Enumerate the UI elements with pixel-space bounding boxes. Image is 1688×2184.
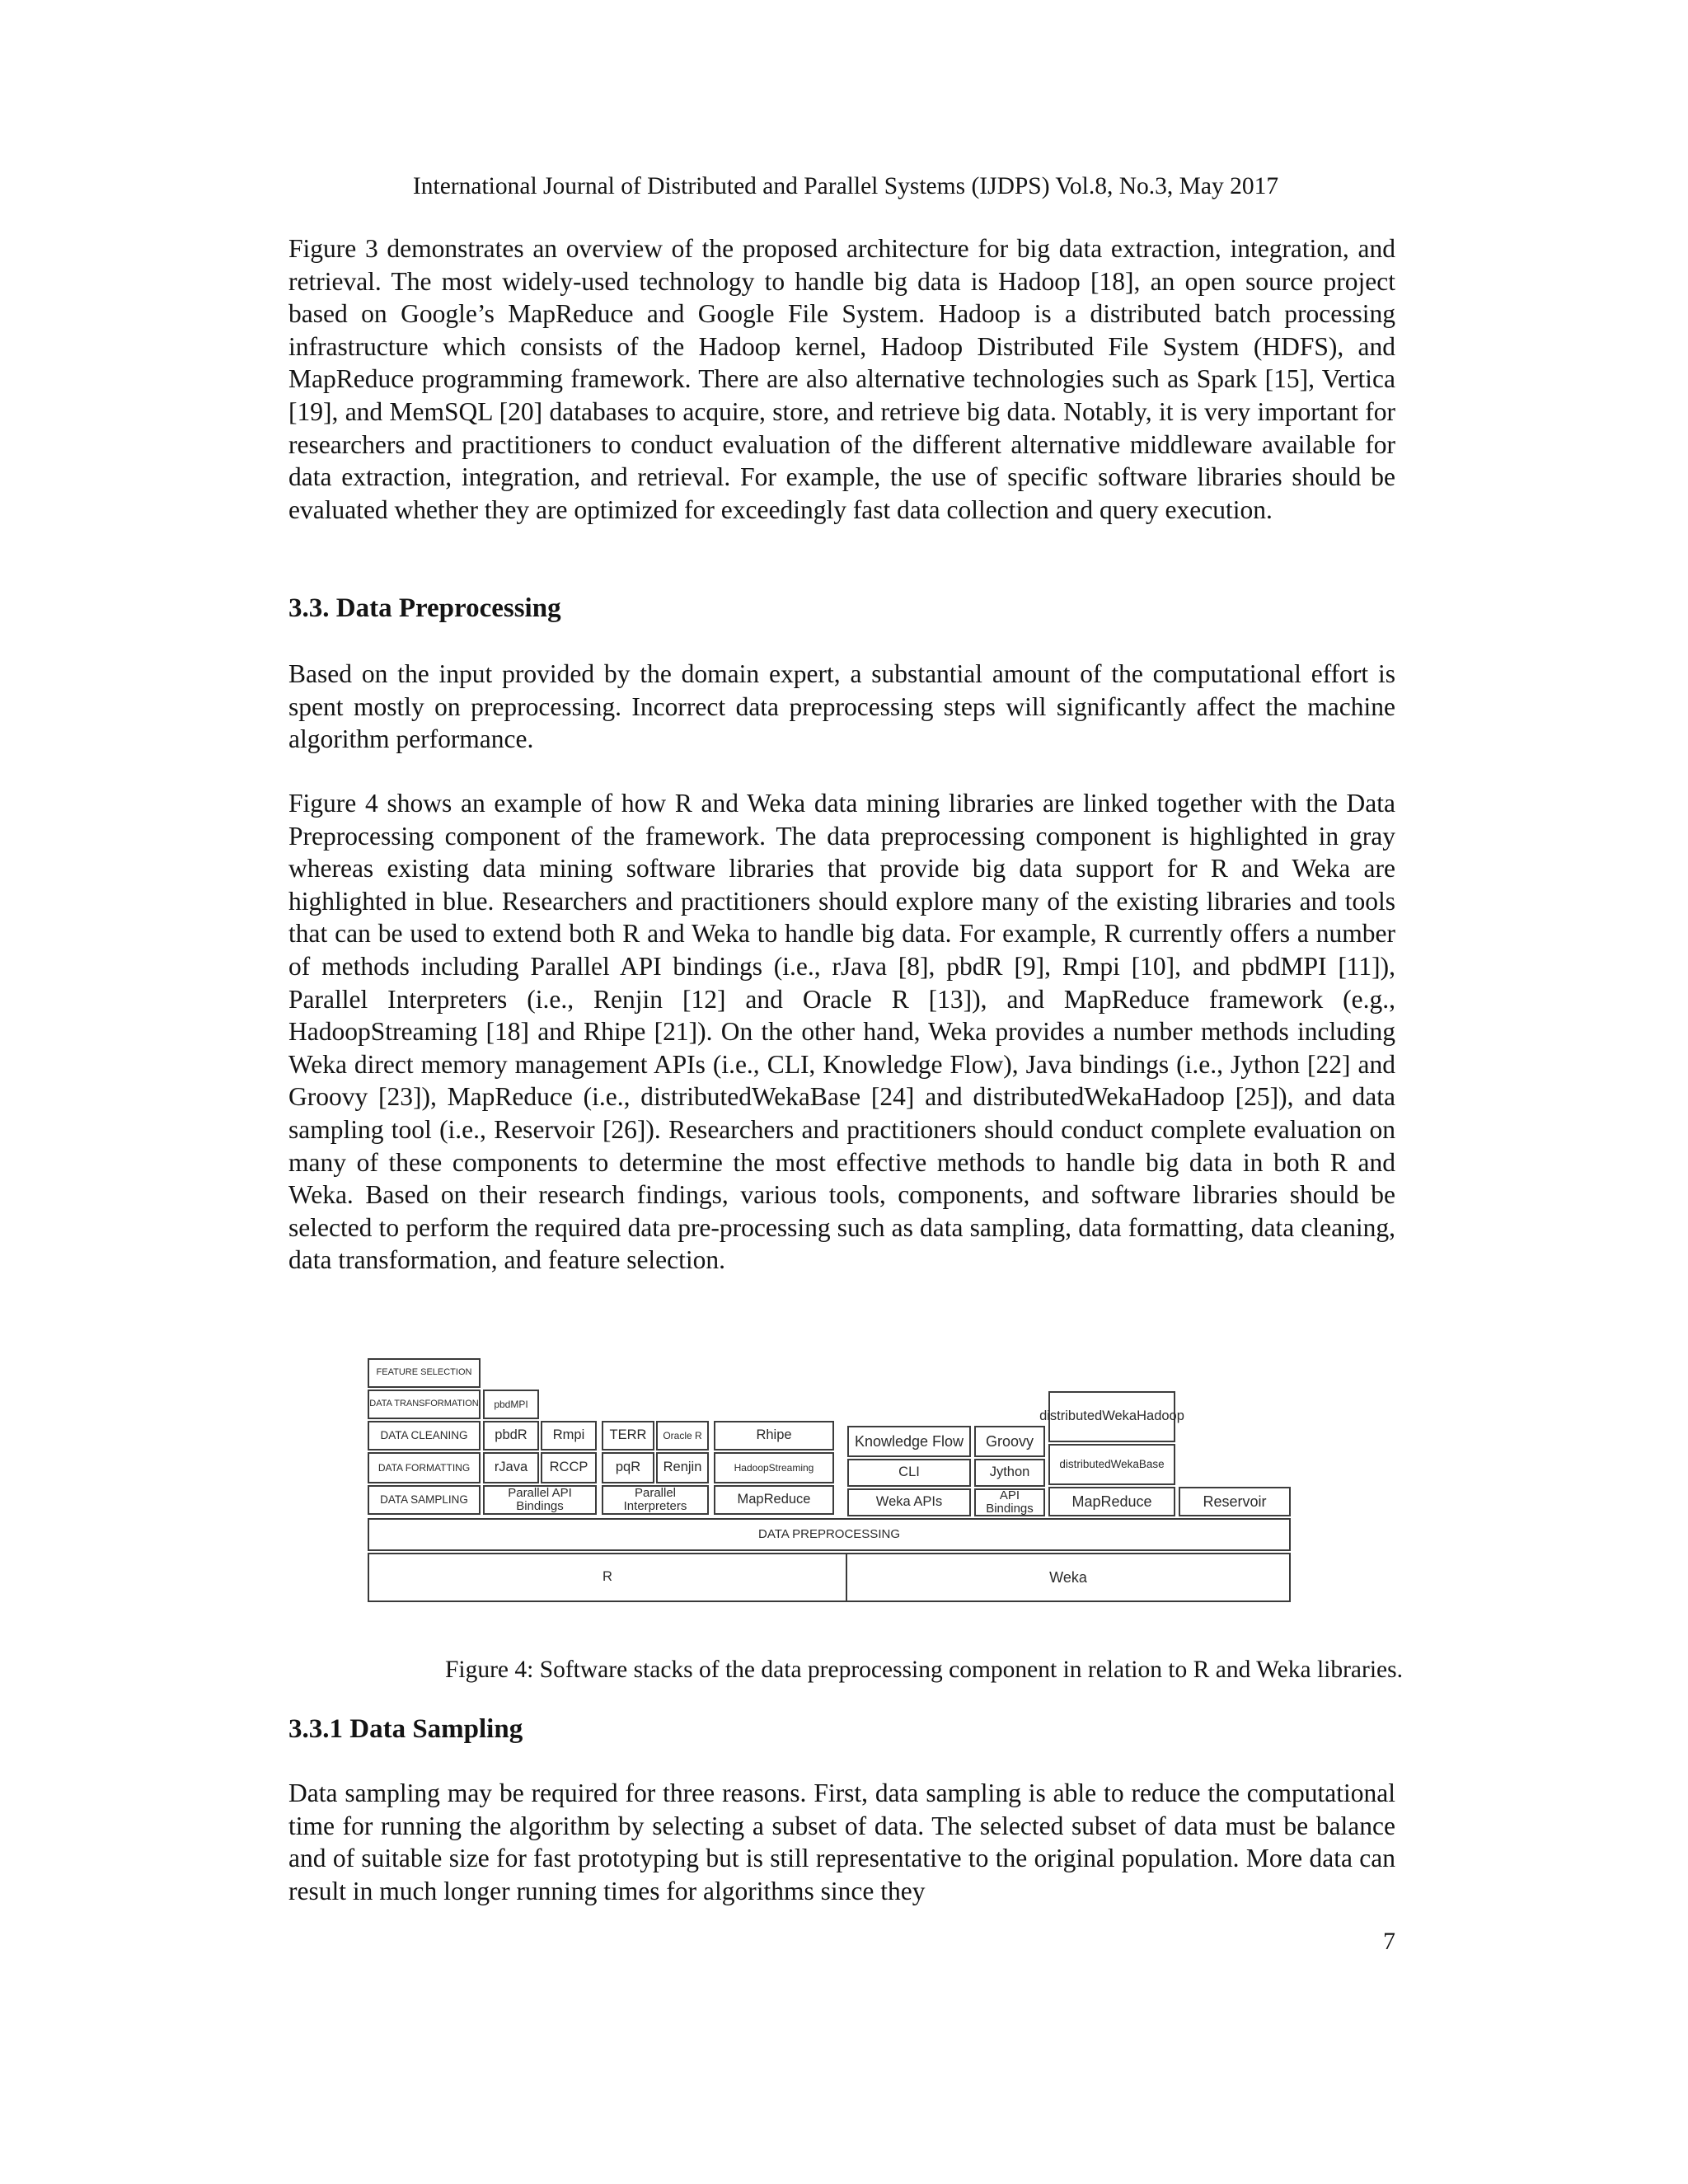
box-pbdmpi: pbdMPI [483, 1390, 539, 1419]
box-data-sampling: DATA SAMPLING [368, 1485, 481, 1515]
box-groovy: Groovy [974, 1426, 1045, 1457]
paragraph-architecture: Figure 3 demonstrates an overview of the proposed architecture for big data extraction, integration, and retrieval. The most widely-used technology to handle big data is Hadoop [18], an open source project based on Google’s MapReduce and Google File System. Hadoop is a distributed batch processing infrastructure which consists of the Hadoop kernel, Hadoop Distributed File System (HDFS), and MapReduce programming framework. There are also alternative technologies such as Spark [15], Vertica [19], and MemSQL [20] databases to acquire, store, and retrieve big data. Notably, it is very important for researchers and practitioners to conduct evaluation of the different alternative middleware available for data extraction, integration, and retrieval. For example, the use of specific software libraries should be evaluated whether they are optimized for exceedingly fast data collection and query execution. [288, 234, 1395, 524]
box-mapreduce-r: MapReduce [714, 1485, 834, 1515]
box-rhipe: Rhipe [714, 1421, 834, 1451]
box-data-transformation: DATA TRANSFORMATION [368, 1390, 481, 1419]
box-knowledge-flow: Knowledge Flow [847, 1426, 971, 1457]
box-rmpi: Rmpi [541, 1421, 597, 1451]
box-parallel-interpreters: Parallel Interpreters [602, 1485, 709, 1515]
box-data-cleaning: DATA CLEANING [368, 1421, 481, 1451]
box-rccp: RCCP [541, 1452, 597, 1483]
box-api-bindings: API Bindings [974, 1488, 1045, 1516]
box-oracle-r: Oracle R [656, 1421, 709, 1451]
paragraph-preprocessing-intro: Based on the input provided by the domain expert, a substantial amount of the computational effort is spent mostly on preprocessing. Incorrect data preprocessing steps will significantly affect the machine algorithm performance. [288, 659, 1395, 754]
box-feature-selection: FEATURE SELECTION [368, 1358, 481, 1388]
box-parallel-api-bindings: Parallel API Bindings [483, 1485, 597, 1515]
box-pqr: pqR [602, 1452, 654, 1483]
box-weka: Weka [846, 1553, 1291, 1602]
box-hadoopstreaming: HadoopStreaming [714, 1452, 834, 1483]
subsection-heading-data-sampling: 3.3.1 Data Sampling [288, 1714, 523, 1744]
box-r: R [368, 1553, 847, 1602]
box-cli: CLI [847, 1459, 971, 1487]
paragraph-data-sampling: Data sampling may be required for three reasons. First, data sampling is able to reduce the computational time for running the algorithm by selecting a subset of data. The selected subset of data must be balance and of suitable size for fast prototyping but is still representative to the original population. More data can result in much longer running times for algorithms since they [288, 1779, 1395, 1905]
box-rjava: rJava [483, 1452, 539, 1483]
box-pbdr: pbdR [483, 1421, 539, 1451]
figure-4-caption: Figure 4: Software stacks of the data preprocessing component in relation to R and Weka libraries. [444, 1657, 1403, 1683]
box-mapreduce-weka: MapReduce [1048, 1487, 1175, 1516]
section-heading-data-preprocessing: 3.3. Data Preprocessing [288, 593, 561, 623]
box-renjin: Renjin [656, 1452, 709, 1483]
box-data-preprocessing: DATA PREPROCESSING [368, 1518, 1291, 1551]
box-terr: TERR [602, 1421, 654, 1451]
box-data-formatting: DATA FORMATTING [368, 1452, 481, 1483]
box-weka-apis: Weka APIs [847, 1488, 971, 1516]
page-number: 7 [1383, 1928, 1395, 1955]
box-distributed-weka-base: distributedWekaBase [1048, 1444, 1175, 1485]
box-reservoir: Reservoir [1179, 1487, 1291, 1516]
paragraph-figure-4-description: Figure 4 shows an example of how R and Weka data mining libraries are linked together with the Data Preprocessing component of the framework. The data preprocessing component is highlighted in gray whereas existing data mining software libraries that provide big data support for R and Weka are highlighted in blue. Researchers and practitioners should explore many of the existing libraries and tools that can be used to extend both R and Weka to handle big data. For example, R currently offers a number of methods including Parallel API bindings (i.e., rJava [8], pbdR [9], Rmpi [10], and pbdMPI [11]), Parallel Interpreters (i.e., Renjin [12] and Oracle R [13]), and MapReduce framework (e.g., HadoopStreaming [18] and Rhipe [21]). On the other hand, Weka provides a number methods including Weka direct memory management APIs (i.e., CLI, Knowledge Flow), Java bindings (i.e., Jython [22] and Groovy [23]), MapReduce (i.e., distributedWekaBase [24] and distributedWekaHadoop [25]), and data sampling tool (i.e., Reservoir [26]). Researchers and practitioners should conduct complete evaluation on many of these components to determine the most effective methods to handle big data in both R and Weka. Based on their research findings, various tools, components, and software libraries should be selected to perform the required data pre-processing such as data sampling, data formatting, data cleaning, data transformation, and feature selection. [288, 789, 1395, 1275]
figure-4-software-stack-diagram [368, 1358, 1291, 1605]
box-jython: Jython [974, 1459, 1045, 1487]
box-distributed-weka-hadoop: distributedWekaHadoop [1048, 1391, 1175, 1442]
journal-header: International Journal of Distributed and Parallel Systems (IJDPS) Vol.8, No.3, May 2017 [412, 173, 1279, 199]
